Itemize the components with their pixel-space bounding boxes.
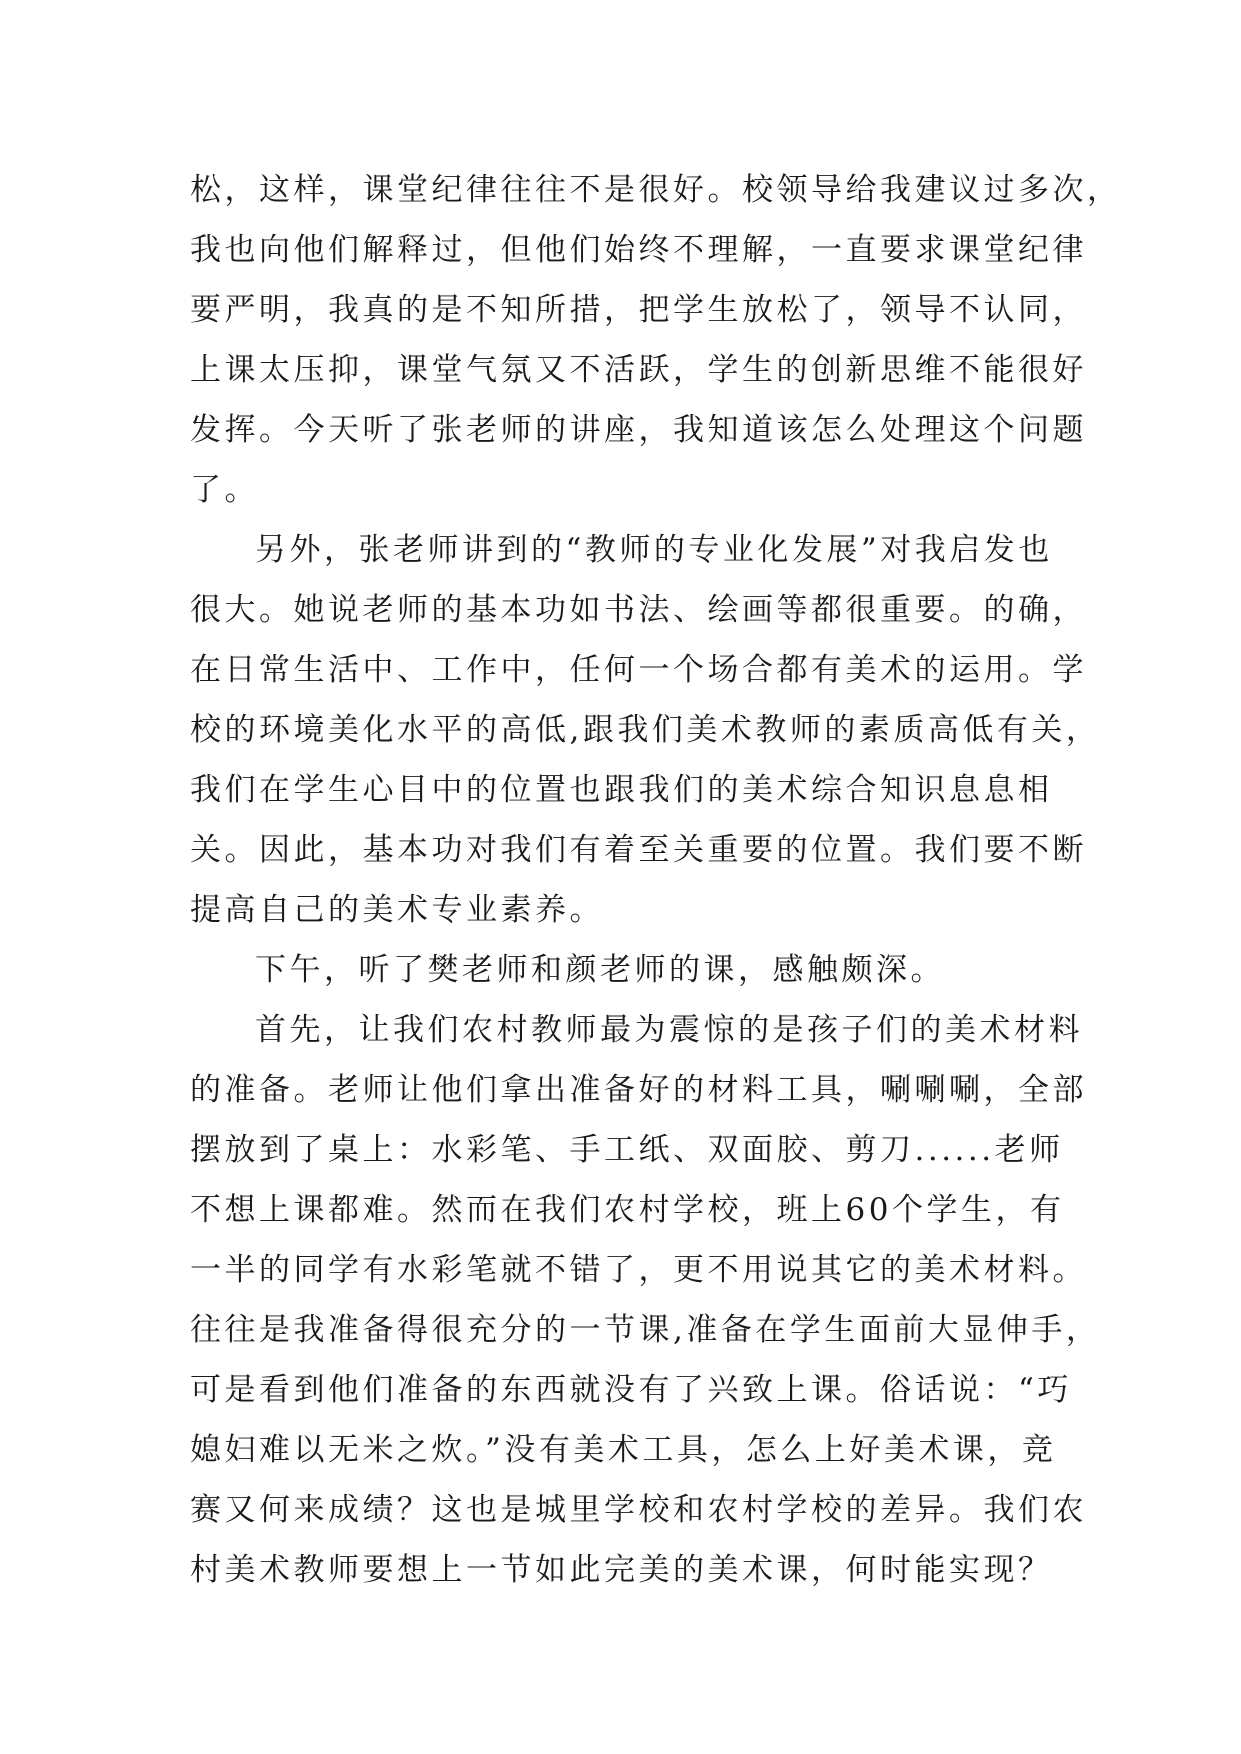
text-line: 上课太压抑，课堂气氛又不活跃，学生的创新思维不能很好 — [190, 352, 1087, 388]
paragraph-first-line: 首先，让我们农村教师最为震惊的是孩子们的美术材料 — [255, 1012, 1083, 1048]
text-line: 了。 — [190, 472, 259, 508]
text-line: 不想上课都难。然而在我们农村学校，班上60个学生，有 — [190, 1192, 1065, 1228]
paragraph-first-line: 另外，张老师讲到的“教师的专业化发展”对我启发也 — [255, 532, 1053, 568]
text-line: 要严明，我真的是不知所措，把学生放松了，领导不认同， — [190, 292, 1087, 328]
text-line: 提高自己的美术专业素养。 — [190, 892, 604, 928]
text-line: 我也向他们解释过，但他们始终不理解，一直要求课堂纪律 — [190, 232, 1087, 268]
text-line: 很大。她说老师的基本功如书法、绘画等都很重要。的确， — [190, 592, 1087, 628]
text-line: 媳妇难以无米之炊。”没有美术工具，怎么上好美术课，竞 — [190, 1432, 1057, 1468]
text-line: 一半的同学有水彩笔就不错了，更不用说其它的美术材料。 — [190, 1252, 1087, 1288]
text-line: 的准备。老师让他们拿出准备好的材料工具，唰唰唰，全部 — [190, 1072, 1087, 1108]
text-line: 校的环境美化水平的高低,跟我们美术教师的素质高低有关， — [190, 712, 1101, 748]
text-line: 关。因此，基本功对我们有着至关重要的位置。我们要不断 — [190, 832, 1087, 868]
paragraph-first-line: 下午，听了樊老师和颜老师的课，感触颇深。 — [255, 952, 945, 988]
text-line: 发挥。今天听了张老师的讲座，我知道该怎么处理这个问题 — [190, 412, 1087, 448]
text-line: 赛又何来成绩？这也是城里学校和农村学校的差异。我们农 — [190, 1492, 1087, 1528]
text-line: 村美术教师要想上一节如此完美的美术课，何时能实现？ — [190, 1552, 1053, 1588]
text-line: 可是看到他们准备的东西就没有了兴致上课。俗话说：“巧 — [190, 1372, 1072, 1408]
text-line: 松，这样，课堂纪律往往不是很好。校领导给我建议过多次， — [190, 172, 1122, 208]
text-line: 往往是我准备得很充分的一节课,准备在学生面前大显伸手， — [190, 1312, 1101, 1348]
text-line: 在日常生活中、工作中，任何一个场合都有美术的运用。学 — [190, 652, 1087, 688]
text-line: 摆放到了桌上：水彩笔、手工纸、双面胶、剪刀......老师 — [190, 1132, 1064, 1168]
text-line: 我们在学生心目中的位置也跟我们的美术综合知识息息相 — [190, 772, 1053, 808]
